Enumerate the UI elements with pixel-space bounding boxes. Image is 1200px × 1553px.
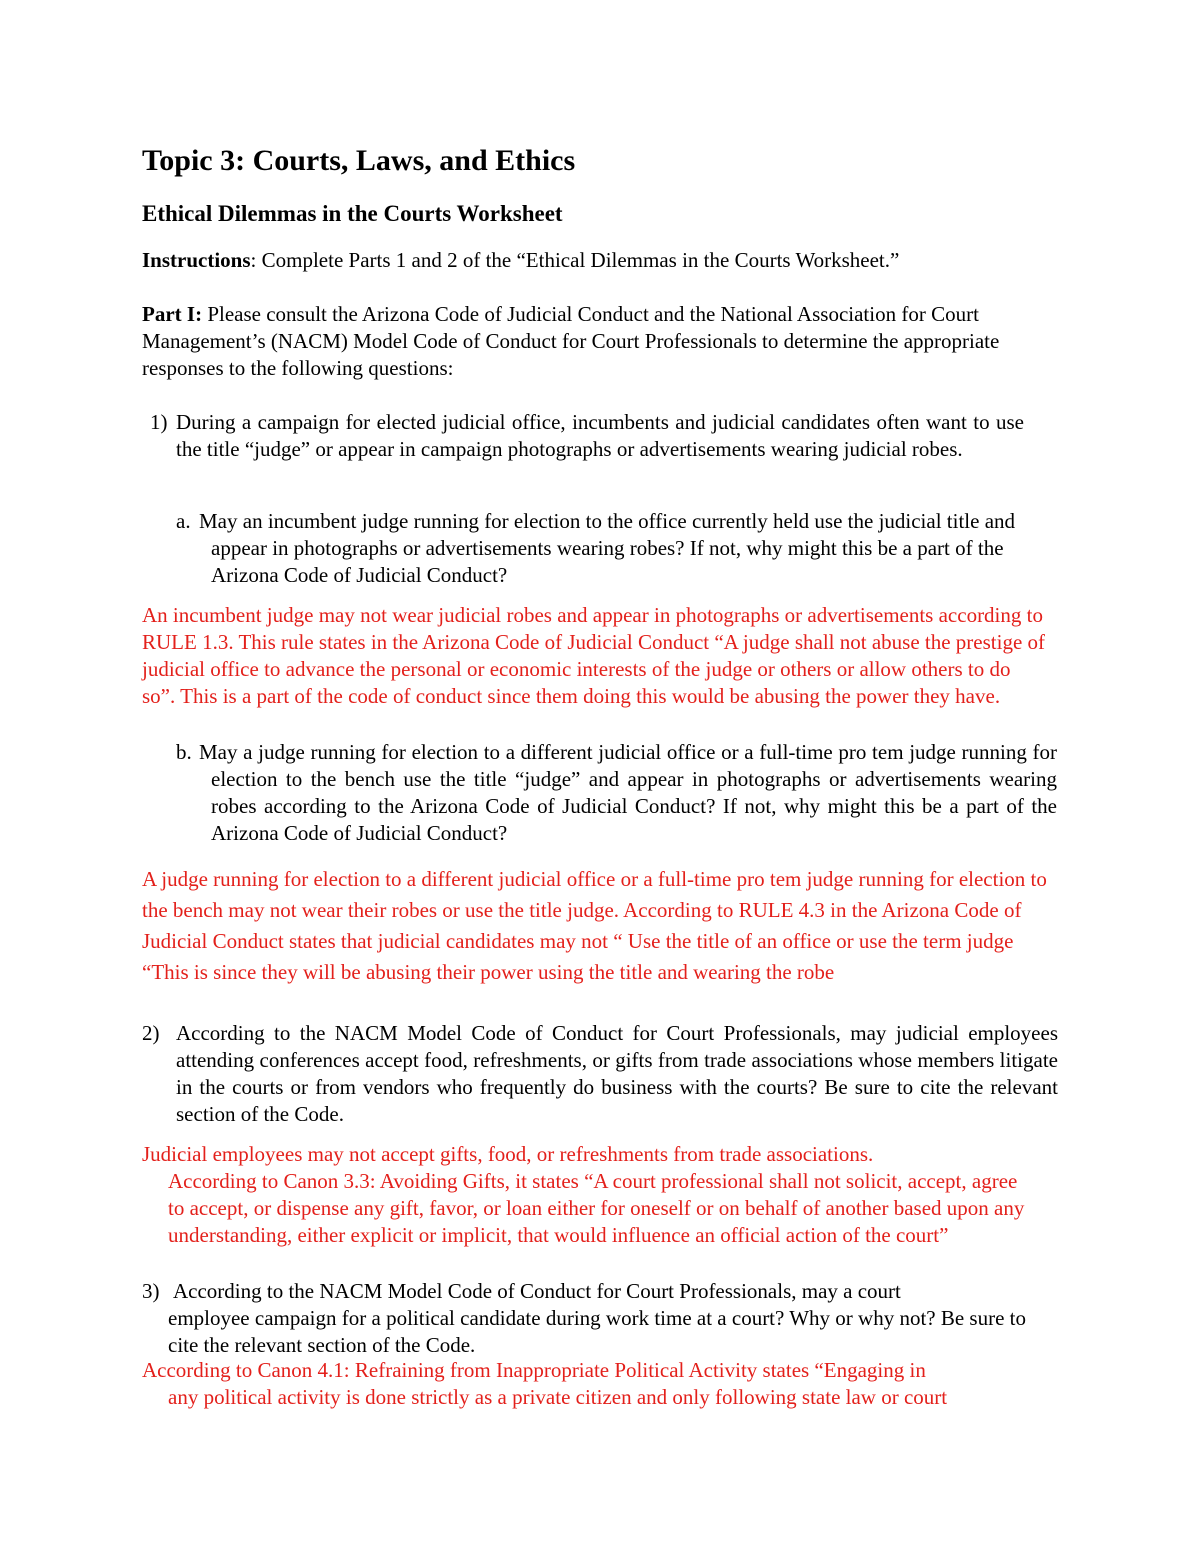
- question-1a-text: [199, 508, 1063, 589]
- part1-label: Part I:: [142, 302, 203, 326]
- question-1a-text-span: May an incumbent judge running for election to the office currently held use the judicial title and appear in photographs or advertisements wearing robes? If not, why might this be a part of the Arizona Code of Judicial Conduct?: [199, 509, 1016, 587]
- question-2-text: According to the NACM Model Code of Conduct for Court Professionals, may judicial employees attending conferences accept food, refreshments, or gifts from trade associations whose members litigate in the courts or from vendors who frequently do business with the courts? Be sure to cite the relevant section of the Code.: [176, 1021, 1058, 1126]
- question-1b-text: [199, 739, 1057, 847]
- question-2-number: 2): [142, 1021, 160, 1045]
- instructions-paragraph: [142, 247, 1062, 274]
- instructions-text: : Complete Parts 1 and 2 of the “Ethical Dilemmas in the Courts Worksheet.”: [250, 248, 900, 272]
- answer-3-rest: any political activity is done strictly as a private citizen and only following state law or court: [168, 1385, 948, 1409]
- question-1a-letter: a.: [176, 509, 191, 533]
- question-1-text: During a campaign for elected judicial office, incumbents and judicial candidates often want to use the title “judge” or appear in campaign photographs or advertisements wearing judicial robes.: [176, 410, 1024, 461]
- answer-1a: An incumbent judge may not wear judicial robes and appear in photographs or advertisements according to RULE 1.3. This rule states in the Arizona Code of Judicial Conduct “A judge shall not abuse the prestige of judicial office to advance the personal or economic interests of the judge or others or allow others to do so”. This is a part of the code of conduct since them doing this would be abusing the power they have.: [142, 603, 1046, 708]
- question-1b-text-span: May a judge running for election to a different judicial office or a full-time pro tem judge running for election to the bench use the title “judge” and appear in photographs or advertisements wearing robes according to the Arizona Code of Judicial Conduct? If not, why might this be a part of the Arizona Code of Judicial Conduct?: [199, 740, 1057, 845]
- answer-2-first-line: Judicial employees may not accept gifts, food, or refreshments from trade associations.: [142, 1142, 874, 1166]
- part1-paragraph: [142, 301, 1062, 382]
- question-3-rest: employee campaign for a political candidate during work time at a court? Why or why not? Be sure to cite the relevant section of the Code.: [168, 1306, 1026, 1357]
- answer-2-rest: According to Canon 3.3: Avoiding Gifts, it states “A court professional shall not solicit, accept, agree to accept, or dispense any gift, favor, or loan either for oneself or on behalf of another based upon any understanding, either explicit or implicit, that would influence an official action of the court”: [168, 1169, 1025, 1247]
- question-3-number: 3): [142, 1279, 160, 1303]
- document-subtitle: Ethical Dilemmas in the Courts Worksheet: [142, 201, 563, 226]
- document-title: Topic 3: Courts, Laws, and Ethics: [142, 144, 576, 177]
- question-1-number: 1): [150, 410, 168, 434]
- question-1b-letter: b.: [176, 740, 192, 764]
- part1-text: Please consult the Arizona Code of Judicial Conduct and the National Association for Court Management’s (NACM) Model Code of Conduct for Court Professionals to determine the appropriate responses to the following questions:: [142, 302, 1000, 380]
- instructions-label: Instructions: [142, 248, 251, 272]
- answer-1b: A judge running for election to a different judicial office or a full-time pro tem judge running for election to the bench may not wear their robes or use the title judge. According to RULE 4.3 in the Arizona Code of Judicial Conduct states that judicial candidates may not “ Use the title of an office or use the term judge “This is since they will be abusing their power using the title and wearing the robe: [142, 867, 1047, 984]
- answer-3-first-line: According to Canon 4.1: Refraining from Inappropriate Political Activity states “Engaging in: [142, 1358, 926, 1382]
- question-3-first-line: According to the NACM Model Code of Conduct for Court Professionals, may a court: [173, 1279, 901, 1303]
